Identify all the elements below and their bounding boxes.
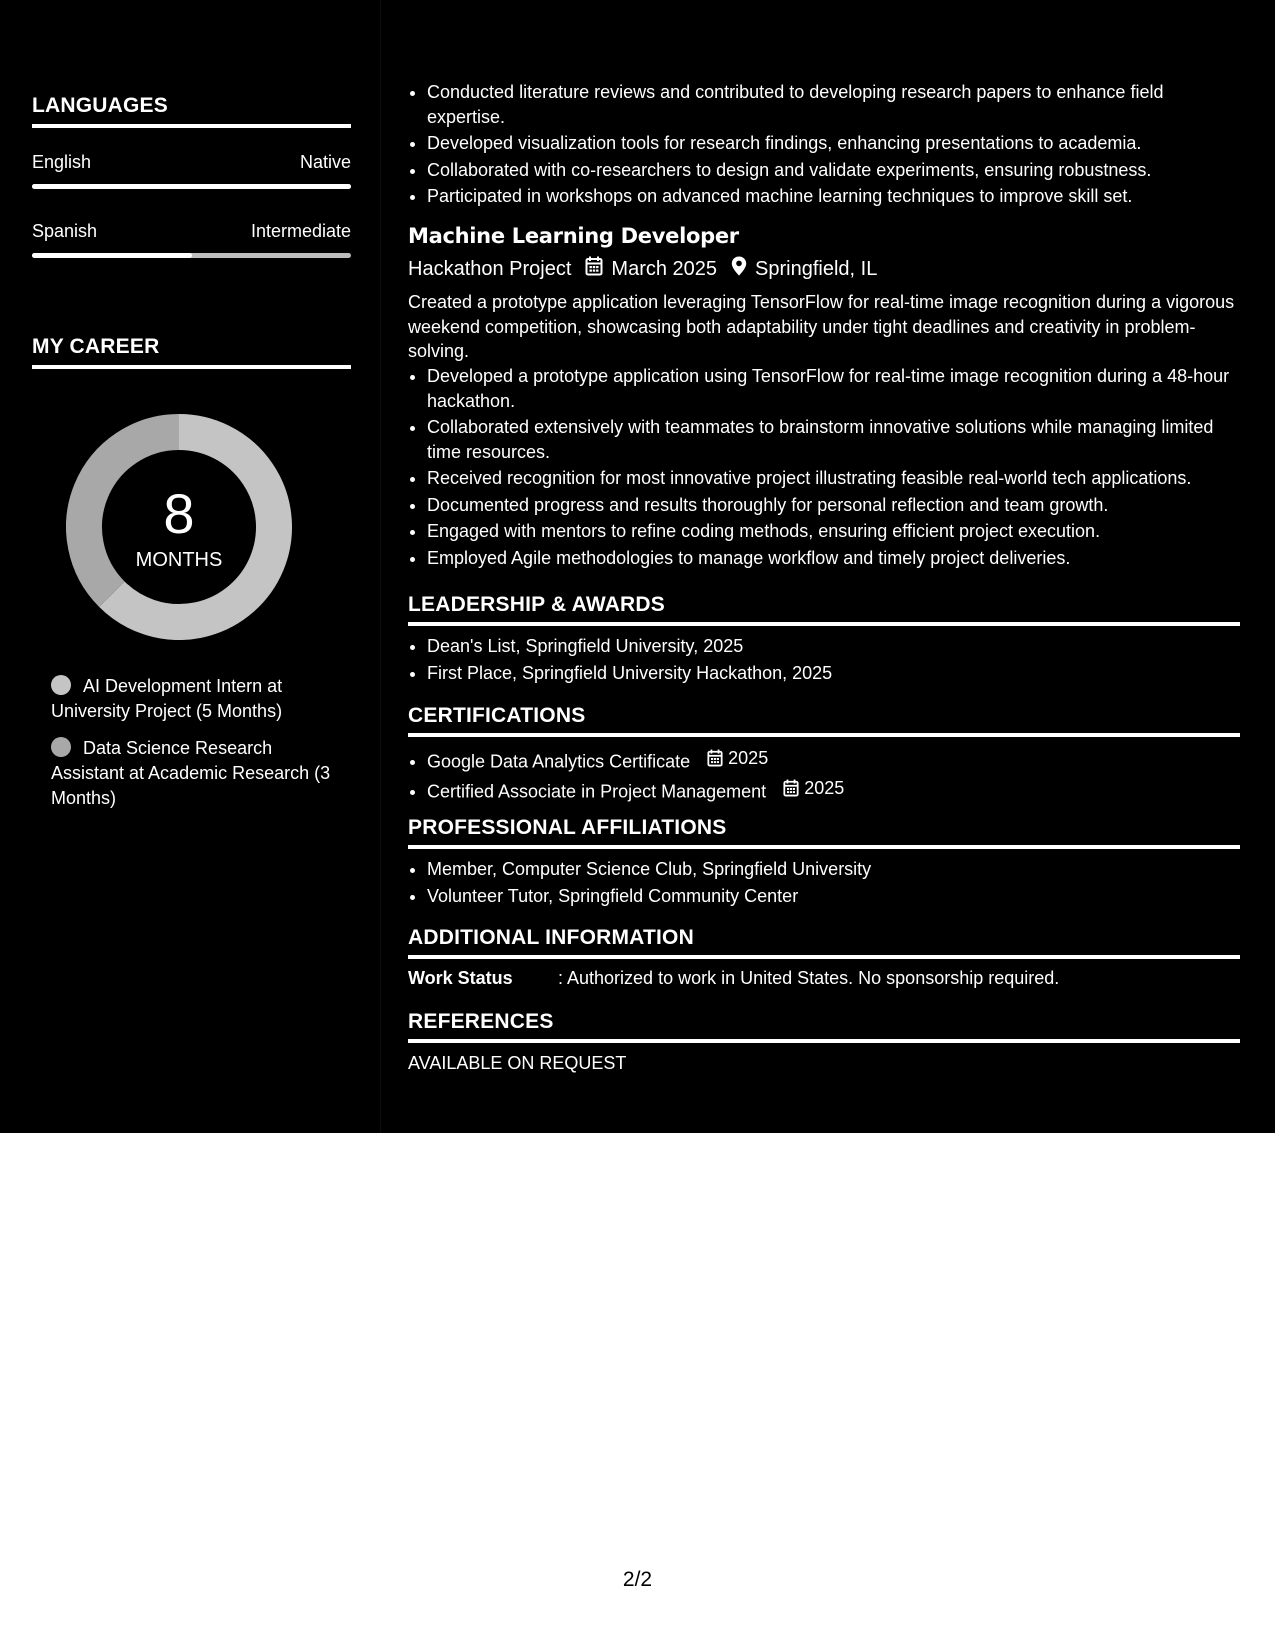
career-heading: MY CAREER bbox=[32, 335, 351, 369]
language-row-spanish bbox=[32, 221, 351, 242]
certification-name: Google Data Analytics Certificate bbox=[427, 751, 691, 772]
legend-dot-icon bbox=[51, 737, 71, 757]
job-meta bbox=[408, 256, 877, 282]
certification-year: 2025 bbox=[804, 777, 845, 798]
legend-dot-icon bbox=[51, 675, 71, 695]
calendar-icon bbox=[585, 256, 603, 282]
list-item: • Employed Agile methodologies to manage workflow and timely project deliveries. bbox=[427, 546, 1240, 571]
leadership-list bbox=[408, 634, 1240, 687]
list-item bbox=[427, 776, 1240, 804]
certifications-list bbox=[408, 746, 1240, 806]
work-status-row bbox=[408, 968, 1059, 989]
list-item: • Collaborated extensively with teammates to brainstorm innovative solutions while managing limited time resources. bbox=[427, 415, 1240, 464]
sidebar bbox=[32, 0, 351, 1133]
main-content bbox=[408, 0, 1240, 1133]
calendar-icon bbox=[707, 749, 723, 767]
references-text: AVAILABLE ON REQUEST bbox=[408, 1053, 627, 1073]
career-donut-chart bbox=[66, 414, 292, 640]
language-name: Spanish bbox=[32, 221, 98, 241]
page-number: 2/2 bbox=[622, 1568, 653, 1591]
language-proficiency-bar bbox=[32, 184, 351, 189]
language-name: English bbox=[32, 152, 92, 172]
list-item: • Engaged with mentors to refine coding methods, ensuring efficient project execution. bbox=[427, 519, 1240, 544]
language-proficiency-bar bbox=[32, 253, 351, 258]
list-item: • Documented progress and results thoroughly for personal reflection and team growth. bbox=[427, 493, 1240, 518]
job-location: Springfield, IL bbox=[755, 257, 878, 280]
language-proficiency-fill bbox=[32, 184, 351, 189]
certifications-heading: CERTIFICATIONS bbox=[408, 704, 1240, 737]
job-description: Created a prototype application leveraging TensorFlow for real-time image recognition during a vigorous weekend competition, showcasing both adaptability under tight deadlines and creativity in problem-solving. bbox=[408, 292, 1235, 361]
career-legend-label: Data Science Research Assistant at Academic Research (3 Months) bbox=[51, 738, 331, 808]
career-total-value: 8 bbox=[163, 482, 195, 545]
list-item: • Member, Computer Science Club, Springfield University bbox=[427, 857, 1240, 882]
job-date: March 2025 bbox=[611, 257, 718, 280]
certification-year: 2025 bbox=[728, 748, 769, 768]
career-legend-label: AI Development Intern at University Project (5 Months) bbox=[51, 676, 283, 721]
career-legend-item bbox=[51, 674, 331, 724]
list-item: • First Place, Springfield University Hackathon, 2025 bbox=[427, 661, 1240, 686]
list-item: • Received recognition for most innovative project illustrating feasible real-world tech applications. bbox=[427, 466, 1240, 491]
references-heading: REFERENCES bbox=[408, 1010, 1240, 1043]
career-legend-item bbox=[51, 736, 331, 811]
list-item: • Developed visualization tools for research findings, enhancing presentations to academia. bbox=[427, 131, 1240, 156]
calendar-icon bbox=[783, 779, 799, 797]
certification-name: Certified Associate in Project Management bbox=[427, 781, 767, 801]
list-item: • Conducted literature reviews and contributed to developing research papers to enhance field expertise. bbox=[427, 80, 1240, 129]
list-item: • Participated in workshops on advanced machine learning techniques to improve skill set. bbox=[427, 184, 1240, 209]
additional-info-heading: ADDITIONAL INFORMATION bbox=[408, 926, 1240, 959]
language-proficiency-fill bbox=[32, 253, 192, 258]
sidebar-divider bbox=[380, 0, 381, 1133]
list-item: • Volunteer Tutor, Springfield Community Center bbox=[427, 884, 1240, 909]
job-company: Hackathon Project bbox=[408, 257, 572, 280]
language-level: Native bbox=[299, 152, 351, 172]
job-bullets bbox=[408, 364, 1240, 572]
affiliations-heading: PROFESSIONAL AFFILIATIONS bbox=[408, 816, 1240, 849]
list-item: • Collaborated with co-researchers to design and validate experiments, ensuring robustness. bbox=[427, 158, 1240, 183]
list-item bbox=[427, 746, 1240, 774]
work-status-value: : Authorized to work in United States. No sponsorship required. bbox=[558, 968, 1060, 988]
leadership-heading: LEADERSHIP & AWARDS bbox=[408, 593, 1240, 626]
list-item: • Developed a prototype application using TensorFlow for real-time image recognition during a 48-hour hackathon. bbox=[427, 364, 1240, 413]
work-status-label: Work Status bbox=[408, 968, 513, 988]
career-total-unit: MONTHS bbox=[135, 549, 223, 571]
location-pin-icon bbox=[731, 256, 747, 282]
list-item: • Dean's List, Springfield University, 2025 bbox=[427, 634, 1240, 659]
languages-heading: LANGUAGES bbox=[32, 94, 351, 128]
language-level: Intermediate bbox=[250, 221, 351, 241]
language-row-english bbox=[32, 152, 351, 173]
affiliations-list bbox=[408, 857, 1240, 910]
job-title: Machine Learning Developer bbox=[408, 224, 739, 248]
previous-job-bullets bbox=[408, 80, 1240, 211]
